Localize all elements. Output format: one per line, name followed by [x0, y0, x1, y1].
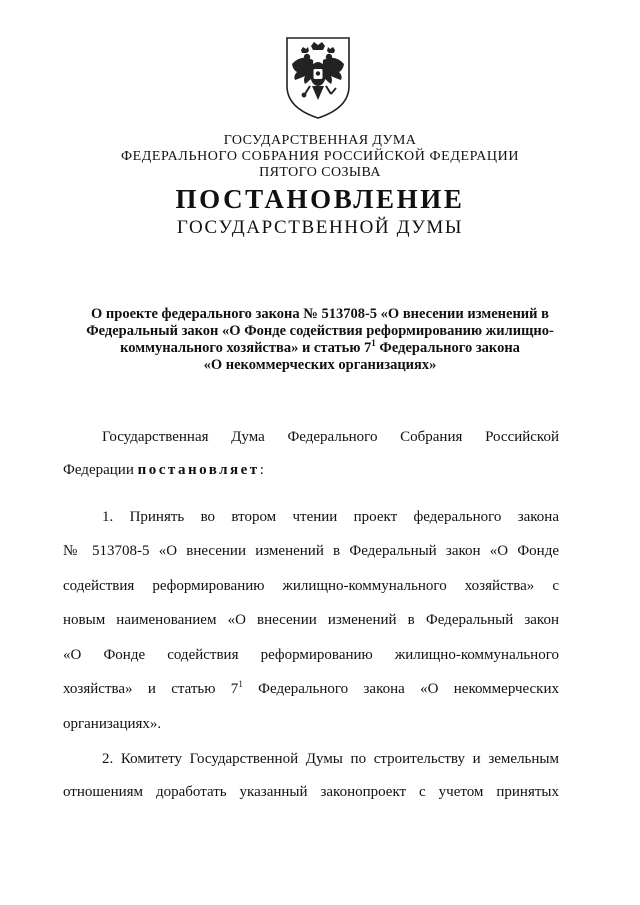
intro-line-1: Государственная Дума Федерального Собрания Российской: [102, 429, 559, 445]
title-line-3-part-b: Федерального закона: [375, 340, 520, 356]
resolution-title-line-1: О проекте федерального закона № 513708-5 «О внесении изменений в: [91, 306, 549, 322]
paragraph-2-line-1: 2. Комитету Государственной Думы по строительству и земельным: [102, 751, 559, 767]
intro-line-2-part-c: :: [259, 462, 264, 478]
paragraph-1-line-2: № 513708-5 «О внесении изменений в Федеральный закон «О Фонде: [63, 543, 559, 559]
org-name-line-2: ФЕДЕРАЛЬНОГО СОБРАНИЯ РОССИЙСКОЙ ФЕДЕРАЦИИ: [120, 149, 520, 164]
paragraph-1-line-7: организациях».: [63, 716, 162, 732]
paragraph-1-line-1: 1. Принять во втором чтении проект федерального закона: [102, 509, 559, 525]
resolution-title-line-4: «О некоммерческих организациях»: [203, 357, 437, 373]
resolves-keyword: постановляет: [137, 462, 260, 478]
paragraph-1-line-3: содействия реформированию жилищно-коммунального хозяйства» с: [63, 578, 559, 594]
document-issuer-heading: ГОСУДАРСТВЕННОЙ ДУМЫ: [176, 217, 464, 238]
resolution-title-line-3: [0, 339, 640, 357]
paragraph-2-line-2: отношениям доработать указанный законопроект с учетом принятых: [63, 784, 559, 800]
title-superscript: 1: [371, 338, 376, 349]
org-name-line-1: ГОСУДАРСТВЕННАЯ ДУМА: [223, 133, 417, 148]
paragraph-1-line-6: [63, 680, 559, 698]
document-type-heading: ПОСТАНОВЛЕНИЕ: [175, 184, 465, 214]
paragraph-1-line-5: «О Фонде содействия реформированию жилищно-коммунального: [63, 647, 559, 663]
convocation-line: ПЯТОГО СОЗЫВА: [259, 165, 381, 180]
p1-line-6-part-b: Федерального закона «О некоммерческих: [242, 681, 559, 697]
coat-of-arms-emblem: [283, 36, 353, 120]
paragraph-1-line-4: новым наименованием «О внесении изменений в Федеральный закон: [63, 612, 559, 628]
resolution-title-line-2: Федеральный закон «О Фонде содействия реформированию жилищно-: [86, 323, 554, 339]
intro-line-2-part-a: Федерации: [63, 462, 138, 478]
title-line-3-part-a: коммунального хозяйства» и статью 7: [120, 340, 372, 356]
p1-superscript: 1: [238, 679, 243, 689]
p1-line-6-part-a: хозяйства» и статью 7: [63, 681, 239, 697]
intro-line-2: [63, 461, 559, 479]
